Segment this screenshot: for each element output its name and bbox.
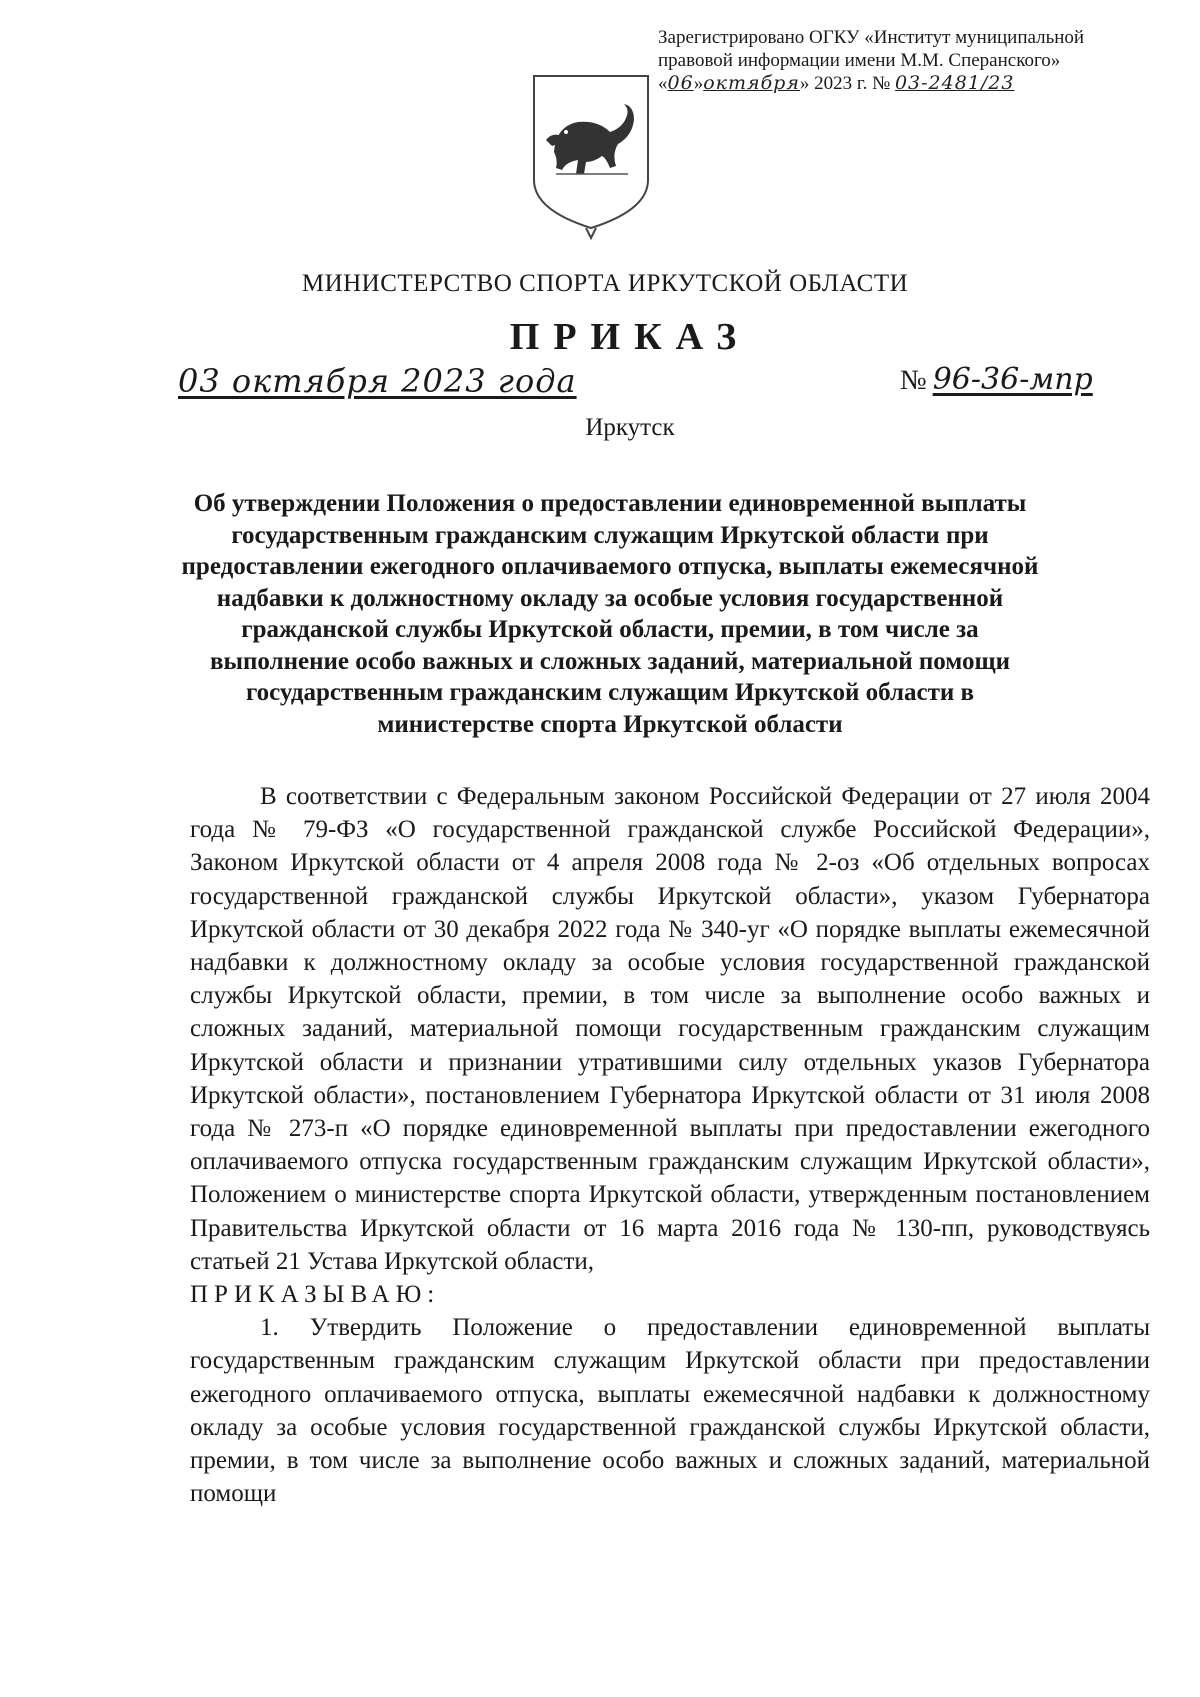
document-title: Об утверждении Положения о предоставлении единовременной выплаты государственным гражданским служащим Иркутской области при предоставлении ежегодного оплачиваемого отпуска, выплаты ежемесячной надбавки к должностному окладу за особые условия государственной гражданской службы Иркутской области, премии, в том числе за выполнение особо важных и сложных заданий, материальной помощи государственным гражданским служащим Иркутской области в министерстве спорта Иркутской области xyxy=(181,490,1039,738)
document-type: ПРИКАЗ xyxy=(509,316,751,358)
item-1-paragraph: 1. Утвердить Положение о предоставлении единовременной выплаты государственным гражданским служащим Иркутской области при предоставлении ежегодного оплачиваемого отпуска, выплаты ежемесячной надбавки к должностному окладу за особые условия государственной гражданской службы Иркутской области, премии, в том числе за выполнение особо важных и сложных заданий, материальной помощи xyxy=(190,1314,1150,1508)
order-number-label: № xyxy=(900,365,927,396)
decree-word: ПРИКАЗЫВАЮ: xyxy=(190,1281,441,1309)
order-date: 03 октября 2023 года xyxy=(178,362,577,400)
registration-month: октября xyxy=(703,72,800,94)
irkutsk-coat-of-arms-icon xyxy=(526,70,656,240)
registration-line-2: правовой информации имени М.М. Сперанского» xyxy=(658,50,1061,71)
registration-day: 06 xyxy=(667,72,694,94)
order-number xyxy=(900,362,1093,397)
document-body xyxy=(190,780,1150,1510)
order-number-value: 96-36-мпр xyxy=(932,362,1093,397)
city: Иркутск xyxy=(585,414,675,441)
registration-stamp xyxy=(658,26,1128,95)
preamble-paragraph: В соответствии с Федеральным законом Российской Федерации от 27 июля 2004 года № 79-ФЗ «О государственной гражданской службе Российской Федерации», Законом Иркутской области от 4 апреля 2008 года № 2-оз «Об отдельных вопросах государственной гражданской службы Иркутской области», указом Губернатора Иркутской области от 30 декабря 2022 года № 340-уг «О порядке выплаты ежемесячной надбавки к должностному окладу за особые условия государственной гражданской службы Иркутской области, премии, в том числе за выполнение особо важных и сложных заданий, материальной помощи государственным гражданским служащим Иркутской области и признании утратившими силу отдельных указов Губернатора Иркутской области», постановлением Губернатора Иркутской области от 31 июля 2008 года № 273-п «О порядке единовременной выплаты при предоставлении ежегодного оплачиваемого отпуска государственным гражданским служащим Иркутской области», Положением о министерстве спорта Иркутской области, утвержденным постановлением Правительства Иркутской области от 16 марта 2016 года № 130-пп, руководствуясь статьей 21 Устава Иркутской области, xyxy=(190,783,1150,1275)
registration-line-3: «06»октября» 2023 г. № 03-2481/23 xyxy=(658,72,1015,94)
registration-number: 03-2481/23 xyxy=(894,72,1015,94)
registration-line-1: Зарегистрировано ОГКУ «Институт муниципальной xyxy=(658,27,1085,48)
ministry-name: МИНИСТЕРСТВО СПОРТА ИРКУТСКОЙ ОБЛАСТИ xyxy=(301,270,909,297)
